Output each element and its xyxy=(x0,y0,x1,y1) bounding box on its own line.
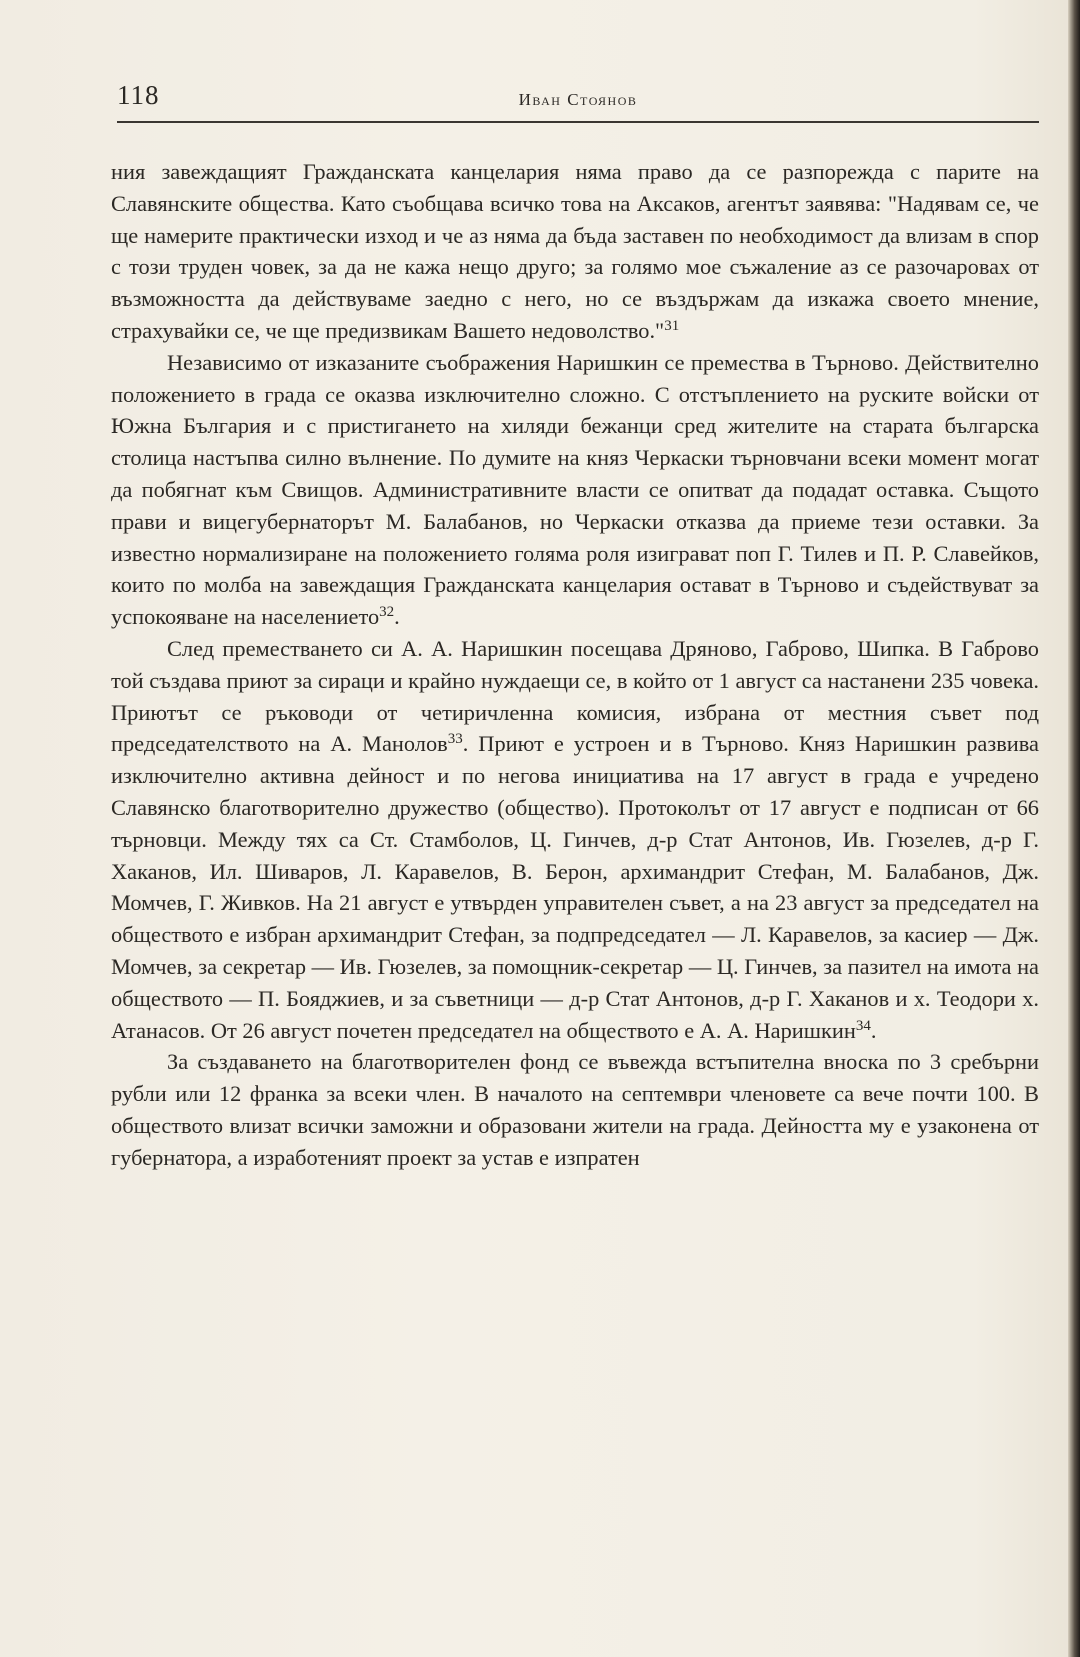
text-run: . xyxy=(870,1017,877,1043)
text-run: . Приют е устроен и в Търново. Княз Наришкин развива изключително активна дейност и по негова инициатива на 17 август в града е учредено Славянско благотворително дружество (общество). Протоколът от 17 август е подписан от 66 търновци. Между тях са Ст. Стамболов, Ц. Гинчев, д-р Стат Антонов, Ив. Гюзелев, д-р Г. Хаканов, Ил. Шиваров, Л. Каравелов, В. Берон, архимандрит Стефан, М. Балабанов, Дж. Момчев, Г. Живков. На 21 август е утвърден управителен съвет, а на 23 август за председател на обществото е избран архимандрит Стефан, за подпредседател — Л. Каравелов, за касиер — Дж. Момчев, за секретар — Ив. Гюзелев, за помощник-секретар — Ц. Гинчев, за пазител на имота на обществото — П. Бояджиев, и за съветници — д-р Стат Антонов, д-р Г. Хаканов и х. Теодори х. Атанасов. От 26 август почетен председател на обществото е А. А. Наришкин xyxy=(111,731,1039,1043)
page-header xyxy=(117,76,1039,122)
footnote-reference[interactable]: 34 xyxy=(855,1017,871,1034)
text-run: След преместването си А. А. Наришкин посещава Дряново, Габрово, Шипка. В Габрово той създава приют за сираци и крайно нуждаещи се, в който от 1 август са настанени 235 човека. Приютът се ръководи от четиричленна комисия, избрана от местния съвет под председателството на А. Манолов xyxy=(111,635,1039,757)
paragraph xyxy=(111,633,1039,1046)
body-text xyxy=(111,156,1039,1174)
footnote-reference[interactable]: 32 xyxy=(379,604,395,621)
text-run: Независимо от изказаните съображения Наришкин се премества в Търново. Действително положението в града се оказва изключително сложно. С отстъплението на руските войски от Южна България и с пристигането на хиляди бежанци сред жителите на старата българска столица настъпва силно вълнение. По думите на княз Черкаски търновчани всеки момент могат да побягнат към Свищов. Административните власти се опитват да подадат оставка. Същото прави и вицегубернаторът М. Балабанов, но Черкаски отказва да приеме тези оставки. За известно нормализиране на положението голяма роля изиграват поп Г. Тилев и П. Р. Славейков, които по молба на завеждащия Гражданската канцелария остават в Търново и съдействуват за успокояване на населението xyxy=(111,349,1039,630)
text-run: ния завеждащият Гражданската канцелария няма право да се разпорежда с парите на Славянските общества. Като съобщава всичко това на Аксаков, агентът заявява: "Надявам се, че ще намерите практически изход и че аз няма да бъда заставен по необходимост да влизам в спор с този труден човек, за да не кажа нещо друго; за голямо мое съжаление аз се разочаровах от възможността да действуваме заедно с него, но се въздържам да изкажа своето мнение, страхувайки се, че ще предизвикам Вашето недоволство." xyxy=(111,159,1039,343)
footnote-reference[interactable]: 33 xyxy=(447,731,463,748)
running-head-author: Иван Стоянов xyxy=(518,90,638,109)
page-number: 118 xyxy=(117,80,160,110)
paragraph-continued xyxy=(111,156,1039,347)
footnote-reference[interactable]: 31 xyxy=(664,317,680,334)
header-rule xyxy=(117,121,1039,123)
text-run: . xyxy=(394,604,400,630)
book-spine-edge xyxy=(1068,0,1080,1657)
paragraph xyxy=(111,1046,1039,1173)
paragraph xyxy=(111,347,1039,633)
text-run: За създаването на благотворителен фонд се въвежда встъпителна вноска по 3 сребърни рубли или 12 франка за всеки член. В началото на септември членовете са вече почти 100. В обществото влизат всички заможни и образовани жители на града. Дейността му е узаконена от губернатора, а изработеният проект за устав е изпратен xyxy=(111,1049,1039,1170)
